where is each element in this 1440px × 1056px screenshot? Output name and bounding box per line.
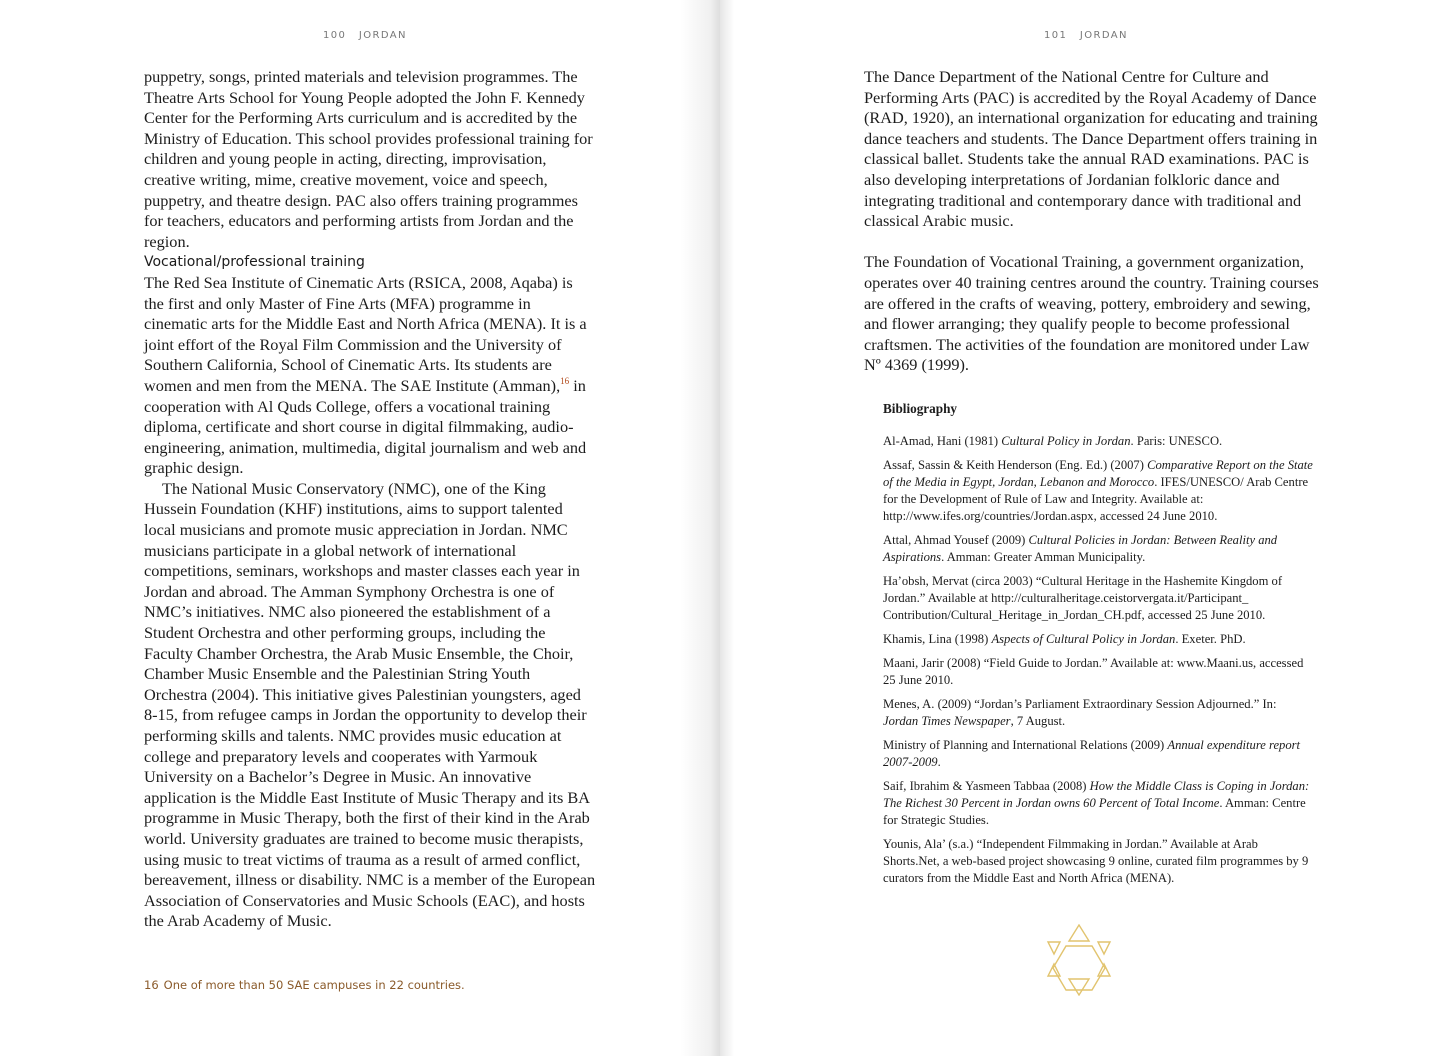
bibliography-entry-text: . Exeter. PhD. xyxy=(1175,632,1246,646)
ornament-triangle xyxy=(1098,942,1110,954)
bibliography-entry xyxy=(883,457,1313,525)
bibliography-entry-title: Aspects of Cultural Policy in Jordan xyxy=(991,632,1176,646)
footnote-number: 16 xyxy=(144,978,159,992)
nmc-paragraph: The National Music Conservatory (NMC), one of the King Hussein Foundation (KHF) institutions, aims to support talented local musicians and promote music appreciation in Jordan. NMC musicians participate in a global network of international competitions, seminars, workshops and master classes each year in Jordan and abroad. The Amman Symphony Orchestra is one of NMC’s initiatives. NMC also pioneered the establishment of a Student Orchestra and other performing groups, including the Faculty Chamber Orchestra, the Arab Music Ensemble, the Choir, Chamber Music Ensemble and the Palestinian String Youth Orchestra (2004). This initiative gives Palestinian youngsters, aged 8-15, from refugee camps in Jordan the opportunity to develop their performing skills and talents. NMC provides music education at college and preparatory levels and cooperates with Yarmouk University on a Bachelor’s Degree in Music. An innovative application is the Middle East Institute of Music Therapy and its BA programme in Music Therapy, both the first of their kind in the Arab world. University graduates are trained to become music therapists, using music to treat victims of trauma as a result of armed conflict, bereavement, illness or disability. NMC is a member of the European Association of Conservatories and Music Schools (EAC), and hosts the Arab Academy of Music. xyxy=(144,478,596,931)
bibliography-entry xyxy=(883,631,1313,648)
bibliography xyxy=(883,400,1313,894)
bibliography-entry-text: . xyxy=(937,755,941,769)
bibliography-entry-title: Cultural Policy in Jordan xyxy=(1001,434,1131,448)
bibliography-entry xyxy=(883,778,1313,829)
bibliography-entry xyxy=(883,573,1313,624)
rsica-text-continued: in cooperation with Al Quds College, offers a vocational training diploma, certificate and short course in digital filmmaking, audio-engineering, animation, multimedia, digital journalism and web and graphic design. xyxy=(144,375,587,478)
bibliography-entry-text: . Amman: Centre for Strategic Studies. xyxy=(883,796,1306,827)
bibliography-entry-title: How the Middle Class is Coping in Jordan: The Richest 30 Percent in Jordan owns 60 Percent of Total Income xyxy=(883,779,1310,810)
bibliography-entry-title: Jordan Times Newspaper xyxy=(883,714,1011,728)
left-page-number: 100 xyxy=(323,30,347,41)
bibliography-entry-title: Annual expenditure report 2007-2009 xyxy=(883,738,1301,769)
bibliography-entry xyxy=(883,655,1313,689)
bibliography-entry xyxy=(883,532,1313,566)
gutter-shadow-right xyxy=(720,0,734,1056)
bibliography-entry-text: Ha’obsh, Mervat (circa 2003) “Cultural Heritage in the Hashemite Kingdom of Jordan.” Available at http://culturalheritage.ceistorvergata.it/Participant_ Contribution/Cultural_Heritage_in_Jordan_CH.pdf, accessed 25 June 2010. xyxy=(883,574,1283,622)
bibliography-entry-text: . Amman: Greater Amman Municipality. xyxy=(941,550,1146,564)
bibliography-entry-text: Khamis, Lina (1998) xyxy=(883,632,992,646)
bibliography-entry-text: . IFES/UNESCO/ Arab Centre for the Development of Rule of Law and Integrity. Available at: http://www.ifes.org/countries/Jordan.aspx, accessed 24 June 2010. xyxy=(883,475,1309,523)
bibliography-entry-text: Menes, A. (2009) “Jordan’s Parliament Extraordinary Session Adjourned.” In: xyxy=(883,697,1277,711)
section-subheading: Vocational/professional training xyxy=(144,254,365,271)
right-running-title: JORDAN xyxy=(1079,30,1128,41)
footnote xyxy=(144,978,465,992)
footnote-text: One of more than 50 SAE campuses in 22 countries. xyxy=(163,978,465,992)
right-page-number: 101 xyxy=(1044,30,1068,41)
bibliography-entry-text: Al-Amad, Hani (1981) xyxy=(883,434,1002,448)
bibliography-entry-text: Ministry of Planning and International Relations (2009) xyxy=(883,738,1168,752)
rsica-paragraph xyxy=(144,273,596,479)
bibliography-entry-text: Assaf, Sassin & Keith Henderson (Eng. Ed.) (2007) xyxy=(883,458,1148,472)
gutter-shadow xyxy=(680,0,720,1056)
right-body-text xyxy=(864,67,1320,376)
ornament-triangle xyxy=(1069,979,1089,995)
star-ornament-icon xyxy=(1046,924,1112,996)
bibliography-entry-text: Saif, Ibrahim & Yasmeen Tabbaa (2008) xyxy=(883,779,1090,793)
bibliography-entry-title: Comparative Report on the State of the Media in Egypt, Jordan, Lebanon and Morocco xyxy=(883,458,1313,489)
bibliography-entry xyxy=(883,696,1313,730)
bibliography-entry xyxy=(883,433,1313,450)
ornament-triangle xyxy=(1048,942,1060,954)
bibliography-entry-text: Attal, Ahmad Yousef (2009) xyxy=(883,533,1029,547)
left-running-head xyxy=(323,30,407,41)
left-running-title: JORDAN xyxy=(358,30,407,41)
bibliography-entry xyxy=(883,836,1313,887)
ornament-triangle xyxy=(1069,925,1089,941)
bibliography-entry-text: Maani, Jarir (2008) “Field Guide to Jordan.” Available at: www.Maani.us, accessed 25 June 2010. xyxy=(883,656,1304,687)
bibliography-entry-text: Younis, Ala’ (s.a.) “Independent Filmmaking in Jordan.” Available at Arab Shorts.Net, a web-based project showcasing 9 online, curated film programmes by 9 curators from the Middle East and North Africa (MENA). xyxy=(883,837,1309,885)
dance-paragraph: The Dance Department of the National Centre for Culture and Performing Arts (PAC) is accredited by the Royal Academy of Dance (RAD, 1920), an international organization for educating and training dance teachers and students. The Dance Department offers training in classical ballet. Students take the annual RAD examinations. PAC is also developing interpretations of Jordanian folkloric dance and integrating traditional and contemporary dance with traditional and classical Arabic music. xyxy=(864,67,1318,231)
bibliography-entry-title: Cultural Policies in Jordan: Between Reality and Aspirations xyxy=(883,533,1278,564)
bibliography-list xyxy=(883,433,1313,887)
intro-paragraph: puppetry, songs, printed materials and television programmes. The Theatre Arts School for Young People adopted the John F. Kennedy Center for the Performing Arts curriculum and is accredited by the Ministry of Education. This school provides professional training for children and young people in acting, directing, improvisation, creative writing, mime, creative movement, voice and speech, puppetry, and theatre design. PAC also offers training programmes for teachers, educators and performing artists from Jordan and the region. xyxy=(144,67,593,251)
bibliography-entry-text: . Paris: UNESCO. xyxy=(1130,434,1223,448)
rsica-text: The Red Sea Institute of Cinematic Arts (RSICA, 2008, Aqaba) is the first and only Master of Fine Arts (MFA) programme in cinematic arts for the Middle East and North Africa (MENA). It is a joint effort of the Royal Film Commission and the University of Southern California, School of Cinematic Arts. Its students are women and men from the MENA. The SAE Institute (Amman), xyxy=(144,272,587,395)
footnote-reference[interactable]: 16 xyxy=(560,375,570,386)
bibliography-entry-text: , 7 August. xyxy=(1010,714,1066,728)
right-running-head xyxy=(1044,30,1128,41)
bibliography-entry xyxy=(883,737,1313,771)
left-body-text xyxy=(144,67,596,932)
foundation-paragraph: The Foundation of Vocational Training, a government organization, operates over 40 training centres around the country. Training courses are offered in the crafts of weaving, pottery, embroidery and sewing, and flower arranging; they qualify people to become professional craftsmen. The activities of the foundation are monitored under Law Nº 4369 (1999). xyxy=(864,252,1319,375)
bibliography-title: Bibliography xyxy=(883,401,958,416)
ornament-hexagon xyxy=(1053,946,1105,990)
